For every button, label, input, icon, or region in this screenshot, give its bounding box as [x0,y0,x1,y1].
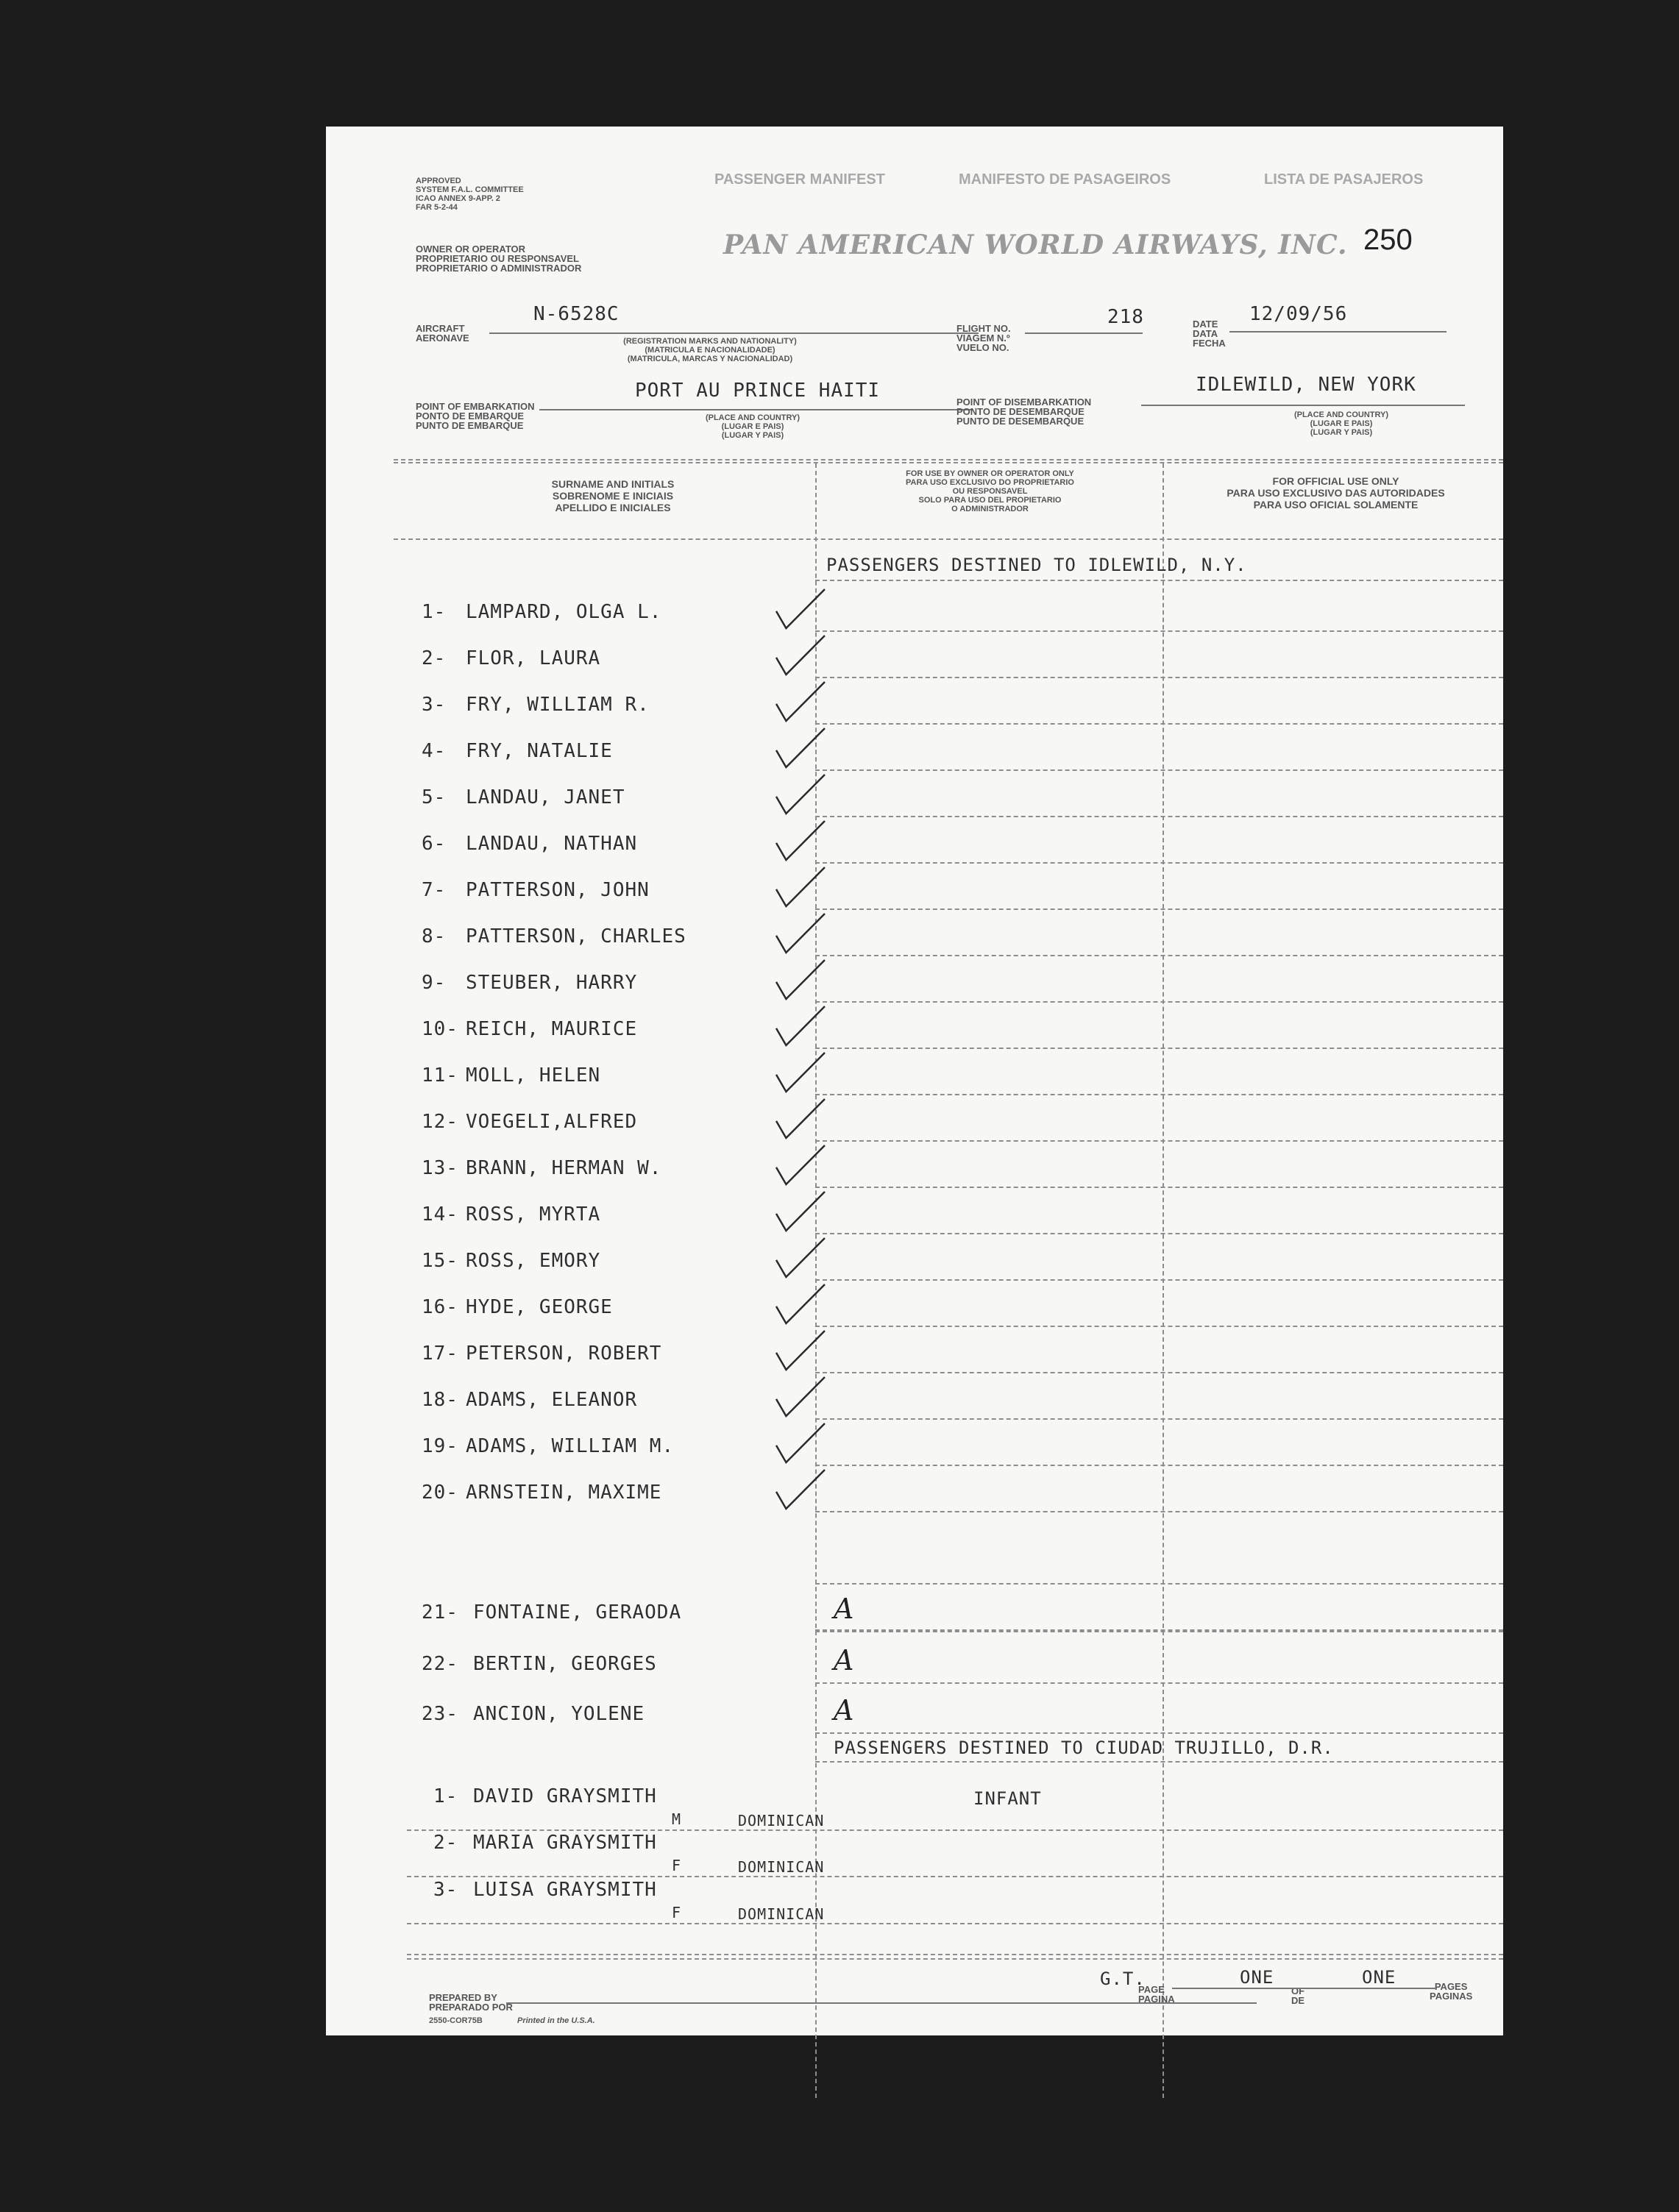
page-underline [1172,1988,1437,1989]
row-rule [815,816,1503,817]
passenger-number: 11- [422,1064,458,1087]
passenger-number: 9- [422,972,447,994]
title-pt: MANIFESTO DE PASAGEIROS [959,171,1171,188]
passenger-number: 3- [433,1879,458,1901]
header-line: FOR OFFICIAL USE ONLY [1272,475,1399,487]
of-label-line: OF [1291,1985,1305,1996]
check-mark-icon [775,1376,826,1418]
date-label-line: FECHA [1193,338,1226,349]
flight-label-line: VIAGEM N.º [956,332,1010,344]
passenger-nationality: DOMINICAN [738,1905,825,1923]
passenger-name: LUISA GRAYSMITH [473,1879,657,1901]
passenger-name: DAVID GRAYSMITH [473,1785,657,1807]
column-header-name [473,478,753,513]
passenger-name: FONTAINE, GERAODA [473,1601,682,1624]
row-rule [815,1631,1503,1632]
passenger-name: BRANN, HERMAN W. [466,1157,662,1179]
embark-underline [539,409,973,410]
owner-label-line: PROPRIETARIO OU RESPONSAVEL [416,253,579,264]
section2-heading: PASSENGERS DESTINED TO CIUDAD TRUJILLO, D.R. [834,1738,1334,1758]
registration-caption [519,337,901,363]
passenger-number: 2- [422,647,447,669]
passenger-number: 14- [422,1203,458,1226]
date-underline [1229,331,1447,332]
passenger-name: LAMPARD, OLGA L. [466,601,662,623]
flight-value: 218 [1107,306,1144,328]
passenger-name: HYDE, GEORGE [466,1296,613,1318]
passenger-note: INFANT [973,1788,1042,1809]
owner-label-line: OWNER OR OPERATOR [416,243,526,255]
header-line: APELLIDO E INICIALES [555,502,671,513]
disembark-label-line: PONTO DE DESEMBARQUE [956,406,1085,417]
approval-line: FAR 5-2-44 [416,203,458,212]
row-rule [815,1732,1503,1734]
aircraft-underline [489,332,979,334]
passenger-name: ADAMS, WILLIAM M. [466,1435,675,1457]
caption-line: (LUGAR Y PAIS) [721,431,784,440]
caption-line: (LUGAR E PAIS) [1310,419,1373,428]
passenger-number: 1- [433,1785,458,1807]
header-line: PARA USO EXCLUSIVO DAS AUTORIDADES [1227,487,1445,499]
row-rule [815,1048,1503,1049]
disembark-label-line: POINT OF DISEMBARKATION [956,396,1092,408]
approval-line: SYSTEM F.A.L. COMMITTEE [416,185,524,194]
check-mark-icon [775,1283,826,1326]
passenger-name: LANDAU, JANET [466,786,625,808]
row-rule [815,1511,1503,1512]
check-mark-icon [775,1005,826,1048]
table-top-rule-2 [394,462,1503,463]
approval-line: ICAO ANNEX 9-APP. 2 [416,194,500,203]
passenger-name: STEUBER, HARRY [466,972,638,994]
disembark-underline [1141,405,1465,406]
passenger-sex: F [672,1904,682,1921]
row-rule [815,1279,1503,1281]
passenger-number: 18- [422,1389,458,1411]
embark-value: PORT AU PRINCE HAITI [635,380,881,402]
passenger-name: ANCION, YOLENE [473,1703,645,1725]
title-es: LISTA DE PASAJEROS [1264,171,1424,188]
embark-label-line: PONTO DE EMBARQUE [416,410,525,422]
row-rule [815,1761,1503,1763]
passenger-number: 2- [433,1832,458,1854]
flight-label-line: FLIGHT NO. [956,323,1011,334]
passenger-number: 7- [422,879,447,901]
embark-label-line: PUNTO DE EMBARQUE [416,420,524,431]
disembark-label [956,397,1091,426]
passenger-number: 20- [422,1482,458,1504]
check-mark-icon [775,1422,826,1465]
passenger-number: 8- [422,925,447,947]
passenger-name: PATTERSON, CHARLES [466,925,686,947]
disembark-caption [1246,410,1437,437]
page-label-line: PAGE [1138,1984,1165,1995]
row-rule [815,1187,1503,1188]
passenger-sex: F [672,1857,682,1874]
row-rule [815,908,1503,910]
row-rule [815,1465,1503,1466]
passenger-number: 23- [422,1703,458,1725]
owner-label-line: PROPRIETARIO O ADMINISTRADOR [416,263,582,274]
printed-note: Printed in the U.S.A. [517,2016,595,2025]
passenger-number: 4- [422,740,447,762]
passenger-number: 1- [422,601,447,623]
header-bottom-rule [394,538,1503,540]
flight-underline [1025,332,1143,334]
check-mark-icon [775,773,826,816]
header-line: OU RESPONSAVEL [952,487,1028,496]
row-rule [815,1372,1503,1373]
admission-mark: A [834,1694,854,1726]
page-label [1138,1985,1175,2004]
row-rule [815,1001,1503,1003]
passenger-name: VOEGELI,ALFRED [466,1111,638,1133]
caption-line: (PLACE AND COUNTRY) [705,413,801,422]
pages-label-line: PAGES [1434,1981,1468,1992]
disembark-label-line: PUNTO DE DESEMBARQUE [956,416,1085,427]
passenger-name: REICH, MAURICE [466,1018,638,1040]
aircraft-label [416,324,469,343]
pages-label [1430,1982,1472,2001]
prepared-line: PREPARED BY [429,1992,497,2003]
prepared-line: PREPARADO POR [429,2002,513,2013]
row-rule [815,723,1503,725]
row-rule [815,862,1503,864]
passenger-name: ARNSTEIN, MAXIME [466,1482,662,1504]
check-mark-icon [775,1098,826,1140]
row-rule [815,1094,1503,1095]
passenger-name: FLOR, LAURA [466,647,601,669]
check-mark-icon [775,634,826,677]
row-rule [407,1829,1503,1831]
owner-label [416,244,581,273]
passenger-sex: M [672,1810,682,1828]
date-label-line: DATA [1193,328,1218,339]
page-value: ONE [1240,1967,1274,1988]
passenger-name: FRY, NATALIE [466,740,613,762]
passenger-number: 19- [422,1435,458,1457]
check-mark-icon [775,1468,826,1511]
passenger-number: 13- [422,1157,458,1179]
sheet-number: 250 [1363,224,1413,256]
table-top-rule [394,459,1503,460]
row-rule [815,1140,1503,1142]
header-line: SURNAME AND INITIALS [551,478,675,490]
caption-line: (REGISTRATION MARKS AND NATIONALITY) [623,337,797,346]
embark-label [416,402,535,430]
row-rule [815,1418,1503,1420]
passenger-name: PETERSON, ROBERT [466,1343,662,1365]
table-bottom-rule [407,1954,1503,1955]
aircraft-label-line: AERONAVE [416,332,469,344]
airline-name: PAN AMERICAN WORLD AIRWAYS, INC. [723,230,1348,260]
row-rule [815,1682,1503,1684]
approval-block [416,177,524,212]
embark-caption [620,413,885,440]
admission-mark: A [834,1593,854,1625]
passenger-number: 6- [422,833,447,855]
page-label-line: PAGINA [1138,1994,1175,2005]
prepared-label [429,1993,513,2012]
check-mark-icon [775,680,826,723]
of-value: ONE [1362,1967,1396,1988]
flight-label-line: VUELO NO. [956,342,1009,353]
date-label [1193,319,1226,348]
header-line: FOR USE BY OWNER OR OPERATOR ONLY [906,469,1074,478]
passenger-number: 16- [422,1296,458,1318]
check-mark-icon [775,912,826,955]
caption-line: (LUGAR Y PAIS) [1310,428,1373,437]
row-rule [815,580,1503,581]
check-mark-icon [775,588,826,630]
passenger-name: PATTERSON, JOHN [466,879,650,901]
column-divider-2 [1162,463,1164,2098]
passenger-number: 15- [422,1250,458,1272]
passenger-number: 21- [422,1601,458,1624]
embark-label-line: POINT OF EMBARKATION [416,401,535,412]
table-bottom-rule-2 [407,1958,1503,1960]
row-rule [815,1233,1503,1234]
passenger-number: 22- [422,1653,458,1675]
row-rule [815,1326,1503,1327]
check-mark-icon [775,866,826,908]
row-rule [815,769,1503,771]
passenger-name: LANDAU, NATHAN [466,833,638,855]
section1-heading: PASSENGERS DESTINED TO IDLEWILD, N.Y. [826,555,1247,575]
date-value: 12/09/56 [1249,303,1348,325]
aircraft-label-line: AIRCRAFT [416,323,465,334]
check-mark-icon [775,819,826,862]
row-rule [407,1923,1503,1924]
row-rule [815,955,1503,956]
check-mark-icon [775,959,826,1001]
check-mark-icon [775,1237,826,1279]
passenger-number: 10- [422,1018,458,1040]
column-header-operator [826,469,1154,513]
row-rule [407,1876,1503,1877]
passenger-number: 5- [422,786,447,808]
passenger-name: MOLL, HELEN [466,1064,601,1087]
passenger-name: ROSS, EMORY [466,1250,601,1272]
caption-line: (LUGAR E PAIS) [721,422,784,431]
manifest-sheet [326,127,1503,2035]
passenger-number: 3- [422,694,447,716]
title-en: PASSENGER MANIFEST [714,171,885,188]
passenger-name: ROSS, MYRTA [466,1203,601,1226]
row-rule [815,677,1503,678]
passenger-name: FRY, WILLIAM R. [466,694,650,716]
row-rule [815,1583,1503,1585]
passenger-number: 17- [422,1343,458,1365]
header-line: PARA USO OFICIAL SOLAMENTE [1253,499,1419,511]
aircraft-value: N-6528C [533,303,620,325]
check-mark-icon [775,1190,826,1233]
column-header-official [1172,475,1499,511]
flight-label [956,324,1011,352]
check-mark-icon [775,1051,826,1094]
row-rule [815,630,1503,632]
passenger-name: MARIA GRAYSMITH [473,1832,657,1854]
admission-mark: A [834,1644,854,1676]
passenger-nationality: DOMINICAN [738,1858,825,1876]
preparer-initials: G.T. [1100,1969,1146,1989]
caption-line: (MATRICULA, MARCAS Y NACIONALIDAD) [627,355,793,363]
date-label-line: DATE [1193,319,1218,330]
passenger-name: BERTIN, GEORGES [473,1653,657,1675]
header-line: PARA USO EXCLUSIVO DO PROPRIETARIO [906,478,1074,487]
check-mark-icon [775,1144,826,1187]
caption-line: (MATRICULA E NACIONALIDADE) [645,346,775,355]
caption-line: (PLACE AND COUNTRY) [1293,410,1389,419]
form-number: 2550-COR75B [429,2016,483,2025]
check-mark-icon [775,727,826,769]
header-line: SOLO PARA USO DEL PROPIETARIO [918,496,1062,505]
check-mark-icon [775,1329,826,1372]
disembark-value: IDLEWILD, NEW YORK [1196,374,1416,396]
passenger-name: ADAMS, ELEANOR [466,1389,638,1411]
approval-line: APPROVED [416,177,461,185]
passenger-nationality: DOMINICAN [738,1812,825,1829]
pages-label-line: PAGINAS [1430,1991,1473,2002]
header-line: SOBRENOME E INICIAIS [552,490,674,502]
of-label-line: DE [1291,1995,1305,2006]
passenger-number: 12- [422,1111,458,1133]
header-line: O ADMINISTRADOR [951,505,1029,513]
